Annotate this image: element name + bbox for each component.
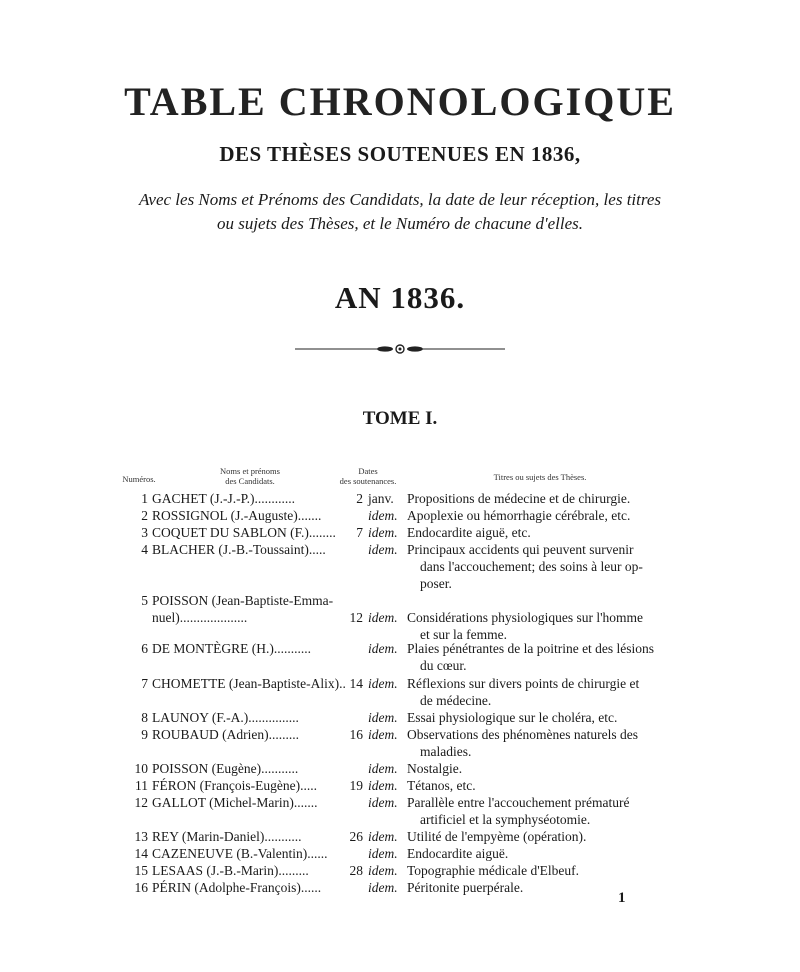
thesis-title xyxy=(407,675,709,709)
defense-month: idem. xyxy=(368,880,398,895)
defense-month: idem. xyxy=(368,795,398,810)
row-number: 13 xyxy=(134,829,148,844)
thesis-title xyxy=(407,592,709,643)
defense-month: idem. xyxy=(368,525,398,540)
column-header-noms-line1: Noms et prénoms xyxy=(220,466,280,476)
thesis-title xyxy=(407,828,709,845)
row-number: 7 xyxy=(141,676,148,691)
defense-day: 26 xyxy=(349,829,363,844)
candidate-name-line: LAUNOY (F.-A.)............... xyxy=(152,710,299,725)
tome-heading: TOME I. xyxy=(362,408,438,429)
defense-day: 16 xyxy=(349,727,363,742)
column-header-dates-line1: Dates xyxy=(358,466,378,476)
column-header-dates xyxy=(330,466,406,486)
thesis-title-line: Principaux accidents qui peuvent survenir xyxy=(407,542,634,557)
candidate-name-line: ROSSIGNOL (J.-Auguste)....... xyxy=(152,508,322,523)
thesis-title-line: Apoplexie ou hémorrhagie cérébrale, etc. xyxy=(407,508,631,523)
thesis-title-line: Réflexions sur divers points de chirurgie et xyxy=(407,676,640,691)
page-subtitle: DES THÈSES SOUTENUES EN 1836, xyxy=(219,142,581,166)
defense-month: idem. xyxy=(368,710,398,725)
defense-month: idem. xyxy=(368,508,398,523)
row-number: 8 xyxy=(141,710,148,725)
thesis-title xyxy=(407,541,709,592)
thesis-title-line: Considérations physiologiques sur l'homme xyxy=(407,610,644,625)
row-number: 16 xyxy=(134,880,148,895)
defense-day: 2 xyxy=(356,491,363,506)
candidate-name-line: LESAAS (J.-B.-Marin)......... xyxy=(152,863,309,878)
page-number: 1 xyxy=(618,890,626,906)
row-number: 10 xyxy=(134,761,148,776)
column-header-dates-line2: des soutenances. xyxy=(339,476,397,486)
defense-month: idem. xyxy=(368,778,398,793)
thesis-title-line xyxy=(407,592,709,609)
column-header-noms xyxy=(190,466,310,486)
candidate-name-line: PÉRIN (Adolphe-François)...... xyxy=(152,880,322,895)
thesis-title xyxy=(407,709,709,726)
thesis-title xyxy=(407,862,709,879)
defense-month: idem. xyxy=(368,727,398,742)
candidate-name-line: CHOMETTE (Jean-Baptiste-Alix).. xyxy=(152,676,346,691)
defense-day: 14 xyxy=(349,676,363,691)
defense-day: 7 xyxy=(356,525,363,540)
candidate-name-line: POISSON (Eugène)........... xyxy=(152,761,299,776)
row-number: 1 xyxy=(141,491,148,506)
column-header-noms-line2: des Candidats. xyxy=(225,476,275,486)
thesis-title-line: Parallèle entre l'accouchement prématuré xyxy=(407,795,630,810)
defense-month: idem. xyxy=(368,542,398,557)
thesis-title-line: Essai physiologique sur le choléra, etc. xyxy=(407,710,618,725)
ornament-rule xyxy=(295,339,505,359)
thesis-title-line: et sur la femme. xyxy=(420,627,507,642)
thesis-title-line: maladies. xyxy=(420,744,472,759)
row-number: 2 xyxy=(141,508,148,523)
row-number: 6 xyxy=(141,641,148,656)
row-number: 11 xyxy=(135,778,148,793)
thesis-title-line: Topographie médicale d'Elbeuf. xyxy=(407,863,580,878)
defense-month: idem. xyxy=(368,641,398,656)
thesis-title-line: Endocardite aiguë, etc. xyxy=(407,525,531,540)
page-title: TABLE CHRONOLOGIQUE xyxy=(124,79,676,124)
defense-month: idem. xyxy=(368,761,398,776)
intro-line-2: ou sujets des Thèses, et le Numéro de chacune d'elles. xyxy=(216,214,584,233)
row-number: 3 xyxy=(141,525,148,540)
candidate-name-line: CAZENEUVE (B.-Valentin)...... xyxy=(152,846,328,861)
candidate-name-line: GACHET (J.-J.-P.)............ xyxy=(152,491,296,506)
thesis-title-line: Propositions de médecine et de chirurgie. xyxy=(407,491,631,506)
row-number: 9 xyxy=(141,727,148,742)
defense-month: idem. xyxy=(368,829,398,844)
thesis-title-line: Observations des phénomènes naturels des xyxy=(407,727,638,742)
candidate-name-line: FÉRON (François-Eugène)..... xyxy=(152,778,317,793)
year-heading: AN 1836. xyxy=(334,280,466,315)
column-header-numeros: Numéros. xyxy=(122,474,156,484)
thesis-title-line: de médecine. xyxy=(420,693,492,708)
thesis-title-line: Endocardite aiguë. xyxy=(407,846,509,861)
defense-month: idem. xyxy=(368,846,398,861)
candidate-name-line: COQUET DU SABLON (F.)........ xyxy=(152,525,336,540)
candidate-name-line: REY (Marin-Daniel)........... xyxy=(152,829,302,844)
candidate-name-line: POISSON (Jean-Baptiste-Emma- xyxy=(152,593,334,608)
defense-month: idem. xyxy=(368,610,398,625)
column-header-titres: Titres ou sujets des Thèses. xyxy=(493,472,587,482)
thesis-title-line: Utilité de l'empyème (opération). xyxy=(407,829,587,844)
thesis-title xyxy=(407,507,709,524)
intro-text xyxy=(110,188,690,236)
defense-month: janv. xyxy=(368,491,394,506)
thesis-title xyxy=(407,640,709,674)
thesis-title xyxy=(407,524,709,541)
candidate-name-line: BLACHER (J.-B.-Toussaint)..... xyxy=(152,542,326,557)
thesis-title xyxy=(407,777,709,794)
thesis-title xyxy=(407,490,709,507)
candidate-name-line: ROUBAUD (Adrien)......... xyxy=(152,727,299,742)
defense-day: 28 xyxy=(349,863,363,878)
thesis-title xyxy=(407,760,709,777)
thesis-title-line: poser. xyxy=(420,576,452,591)
intro-line-1: Avec les Noms et Prénoms des Candidats, la date de leur réception, les titres xyxy=(138,190,662,209)
defense-month: idem. xyxy=(368,863,398,878)
thesis-title xyxy=(407,845,709,862)
thesis-title-line: Péritonite puerpérale. xyxy=(407,880,524,895)
candidate-name-line: GALLOT (Michel-Marin)....... xyxy=(152,795,318,810)
defense-day: 12 xyxy=(349,610,363,625)
candidate-name-line: DE MONTÈGRE (H.)........... xyxy=(152,641,311,656)
row-number: 12 xyxy=(134,795,148,810)
thesis-title xyxy=(407,794,709,828)
thesis-title-line: Nostalgie. xyxy=(407,761,463,776)
row-number: 4 xyxy=(141,542,148,557)
thesis-title-line: dans l'accouchement; des soins à leur op- xyxy=(420,559,643,574)
defense-day: 19 xyxy=(349,778,363,793)
thesis-title-line: artificiel et la symphyséotomie. xyxy=(420,812,591,827)
thesis-title xyxy=(407,726,709,760)
thesis-title xyxy=(407,879,709,896)
candidate-name-line: nuel).................... xyxy=(152,610,248,625)
row-number: 15 xyxy=(134,863,148,878)
row-number: 5 xyxy=(141,593,148,608)
thesis-title-line: Tétanos, etc. xyxy=(407,778,476,793)
thesis-title-line: Plaies pénétrantes de la poitrine et des lésions xyxy=(407,641,655,656)
thesis-title-line: du cœur. xyxy=(420,658,467,673)
defense-month: idem. xyxy=(368,676,398,691)
row-number: 14 xyxy=(134,846,148,861)
